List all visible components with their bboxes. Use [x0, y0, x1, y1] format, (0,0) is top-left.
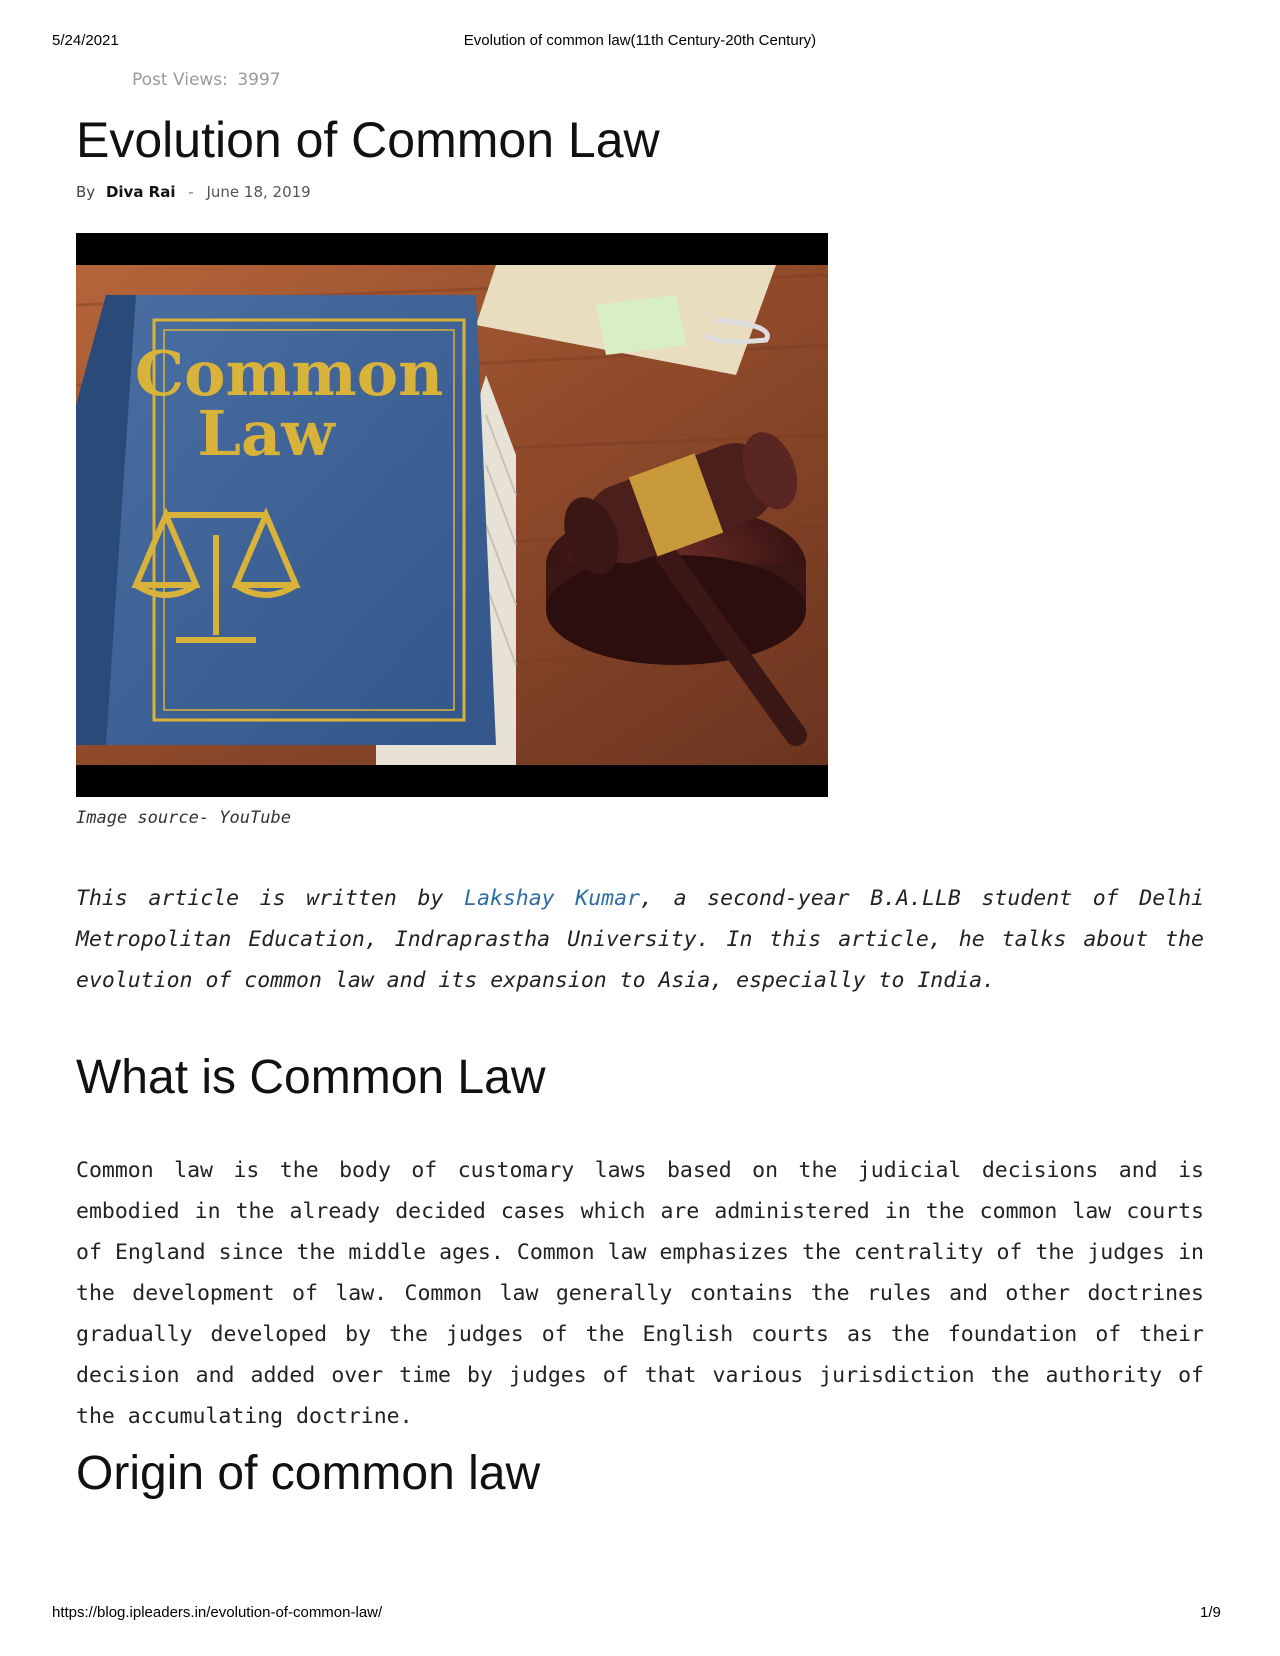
print-page-title: Evolution of common law(11th Century-20th Century) — [463, 32, 817, 49]
byline-separator: - — [188, 183, 194, 201]
print-page-number: 1/9 — [1200, 1604, 1221, 1621]
article-intro — [76, 878, 1204, 1001]
image-caption: Image source- YouTube — [76, 808, 291, 828]
book-title-line-1: Common — [134, 337, 444, 410]
print-url: https://blog.ipleaders.in/evolution-of-common-law/ — [52, 1604, 383, 1621]
article-title: Evolution of Common Law — [76, 112, 660, 168]
post-views-label: Post Views: — [132, 70, 228, 90]
print-date: 5/24/2021 — [52, 32, 119, 49]
author-profile-link[interactable]: Lakshay Kumar — [464, 886, 640, 911]
byline-by: By — [76, 183, 96, 201]
publish-date: June 18, 2019 — [206, 183, 311, 201]
byline — [76, 183, 311, 201]
common-law-book-gavel-image — [76, 265, 828, 765]
post-views-count: 3997 — [237, 70, 281, 90]
author-link[interactable]: Diva Rai — [105, 183, 176, 201]
section-heading-origin: Origin of common law — [76, 1447, 541, 1500]
intro-after-link: , a second-year B.A.LLB student of Delhi Metropolitan Education, Indraprastha University. In this article, he talks about the evolution of common law and its expansion to Asia, especially to India. — [76, 886, 1204, 993]
post-views — [132, 70, 281, 90]
intro-before-link: This article is written by — [76, 886, 465, 911]
section-body-what-is-common-law: Common law is the body of customary laws based on the judicial decisions and is embodied in the already decided cases which are administered in the common law courts of England since the middle ages. Common law emphasizes the centrality of the judges in the development of law. Common law generally contains the rules and other doctrines gradually developed by the judges of the English courts as the foundation of their decision and added over time by judges of that various jurisdiction the authority of the accumulating doctrine. — [76, 1158, 1204, 1429]
book-title-line-2: Law — [197, 397, 335, 470]
section-heading-what-is-common-law: What is Common Law — [76, 1051, 546, 1104]
hero-image — [76, 233, 828, 797]
